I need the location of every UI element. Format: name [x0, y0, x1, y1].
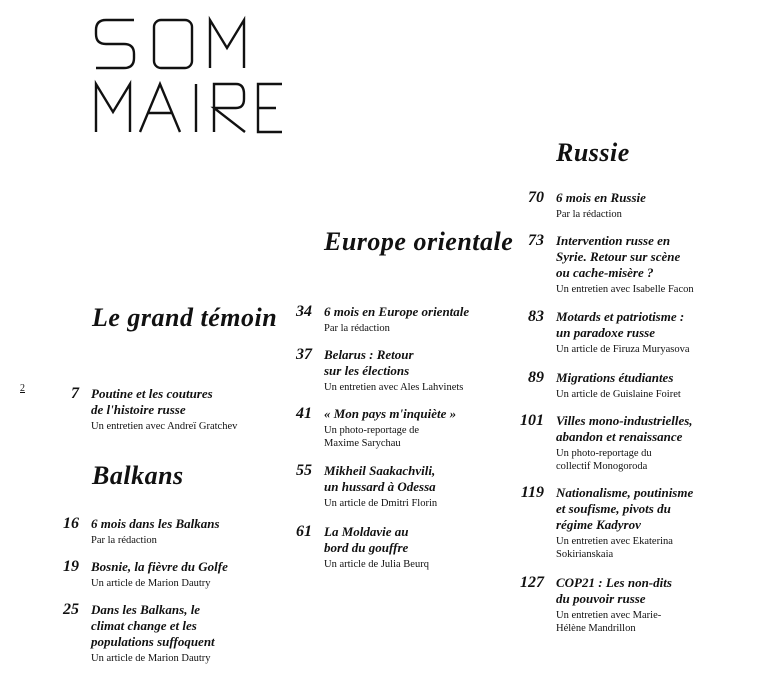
toc-entry[interactable] [296, 303, 470, 335]
toc-entry[interactable] [296, 346, 464, 394]
article-byline: Un article de Marion Dautry [91, 653, 211, 664]
article-byline: Un article de Julia Beurq [324, 559, 429, 570]
toc-entry[interactable] [528, 189, 646, 221]
article-title: Motards et patriotisme : un paradoxe russe [556, 309, 685, 340]
section-title-russie: Russie [556, 138, 630, 167]
page-ref: 55 [296, 462, 312, 479]
article-byline: Un entretien avec Andreï Gratchev [91, 421, 238, 432]
article-byline: Un article de Dmitri Florin [324, 498, 438, 509]
toc-entry[interactable] [520, 484, 694, 561]
section-title-le-grand-temoin: Le grand témoin [92, 303, 278, 332]
article-byline: Un photo-reportage du collectif Monogoroda [556, 448, 652, 472]
article-byline: Un entretien avec Isabelle Facon [556, 284, 694, 295]
article-byline: Par la rédaction [91, 535, 157, 546]
article-byline: Un photo-reportage de Maxime Sarychau [324, 425, 420, 449]
page-ref: 73 [528, 232, 544, 249]
page-ref: 41 [296, 405, 312, 422]
article-title: Intervention russe en Syrie. Retour sur scène ou cache-misère ? [556, 233, 681, 280]
article-title: Migrations étudiantes [556, 370, 674, 385]
article-title: La Moldavie au bord du gouffre [324, 524, 409, 555]
toc-entry[interactable] [528, 369, 681, 401]
article-title: 6 mois en Russie [556, 190, 646, 205]
article-byline: Un article de Marion Dautry [91, 578, 211, 589]
toc-entry[interactable] [296, 405, 457, 450]
article-byline: Par la rédaction [556, 209, 622, 220]
toc-entry[interactable] [63, 601, 215, 665]
toc-entry[interactable] [63, 515, 220, 547]
page-ref: 89 [528, 369, 544, 386]
page-ref: 37 [296, 346, 312, 363]
page-ref: 19 [63, 558, 79, 575]
page-ref: 70 [528, 189, 544, 206]
section-title-europe-orientale: Europe orientale [324, 227, 514, 256]
page-ref: 16 [63, 515, 79, 532]
toc-entry[interactable] [520, 412, 693, 473]
page-ref: 127 [520, 574, 544, 591]
article-title: Dans les Balkans, le climat change et les populations suffoquent [91, 602, 215, 649]
page-ref: 25 [63, 601, 79, 618]
article-byline: Un article de Firuza Muryasova [556, 344, 690, 355]
article-title: Mikheil Saakachvili, un hussard à Odessa [324, 463, 436, 494]
article-title: Belarus : Retour sur les élections [324, 347, 414, 378]
page-number: 2 [20, 383, 25, 394]
page-ref: 34 [296, 303, 312, 320]
section-title-balkans: Balkans [92, 461, 184, 490]
toc-entry[interactable] [528, 308, 690, 356]
toc-entry[interactable] [520, 574, 672, 635]
toc-entry[interactable] [528, 232, 694, 296]
article-byline: Un entretien avec Ekaterina Sokirianskaia [556, 536, 673, 560]
article-title: Poutine et les coutures de l'histoire russe [91, 386, 213, 417]
article-byline: Un article de Guislaine Foiret [556, 389, 681, 400]
toc-entry[interactable] [71, 385, 238, 433]
page-ref: 61 [296, 523, 312, 540]
page-ref: 83 [528, 308, 544, 325]
toc-entry[interactable] [63, 558, 228, 590]
article-byline: Un entretien avec Marie- Hélène Mandrillon [556, 610, 662, 634]
article-title: Bosnie, la fièvre du Golfe [91, 559, 228, 574]
article-title: « Mon pays m'inquiète » [324, 406, 457, 421]
article-title: 6 mois dans les Balkans [91, 516, 220, 531]
page-ref: 101 [520, 412, 544, 429]
page-ref: 119 [520, 484, 544, 501]
article-byline: Un entretien avec Ales Lahvinets [324, 382, 464, 393]
page-ref: 7 [71, 385, 79, 402]
article-title: Nationalisme, poutinisme et soufisme, pivots du régime Kadyrov [556, 485, 694, 532]
toc-entry[interactable] [296, 523, 429, 571]
article-title: 6 mois en Europe orientale [324, 304, 470, 319]
article-title: COP21 : Les non-dits du pouvoir russe [556, 575, 672, 606]
article-title: Villes mono-industrielles, abandon et renaissance [556, 413, 693, 444]
toc-entry[interactable] [296, 462, 438, 510]
sommaire-logo [92, 14, 282, 136]
article-byline: Par la rédaction [324, 323, 390, 334]
